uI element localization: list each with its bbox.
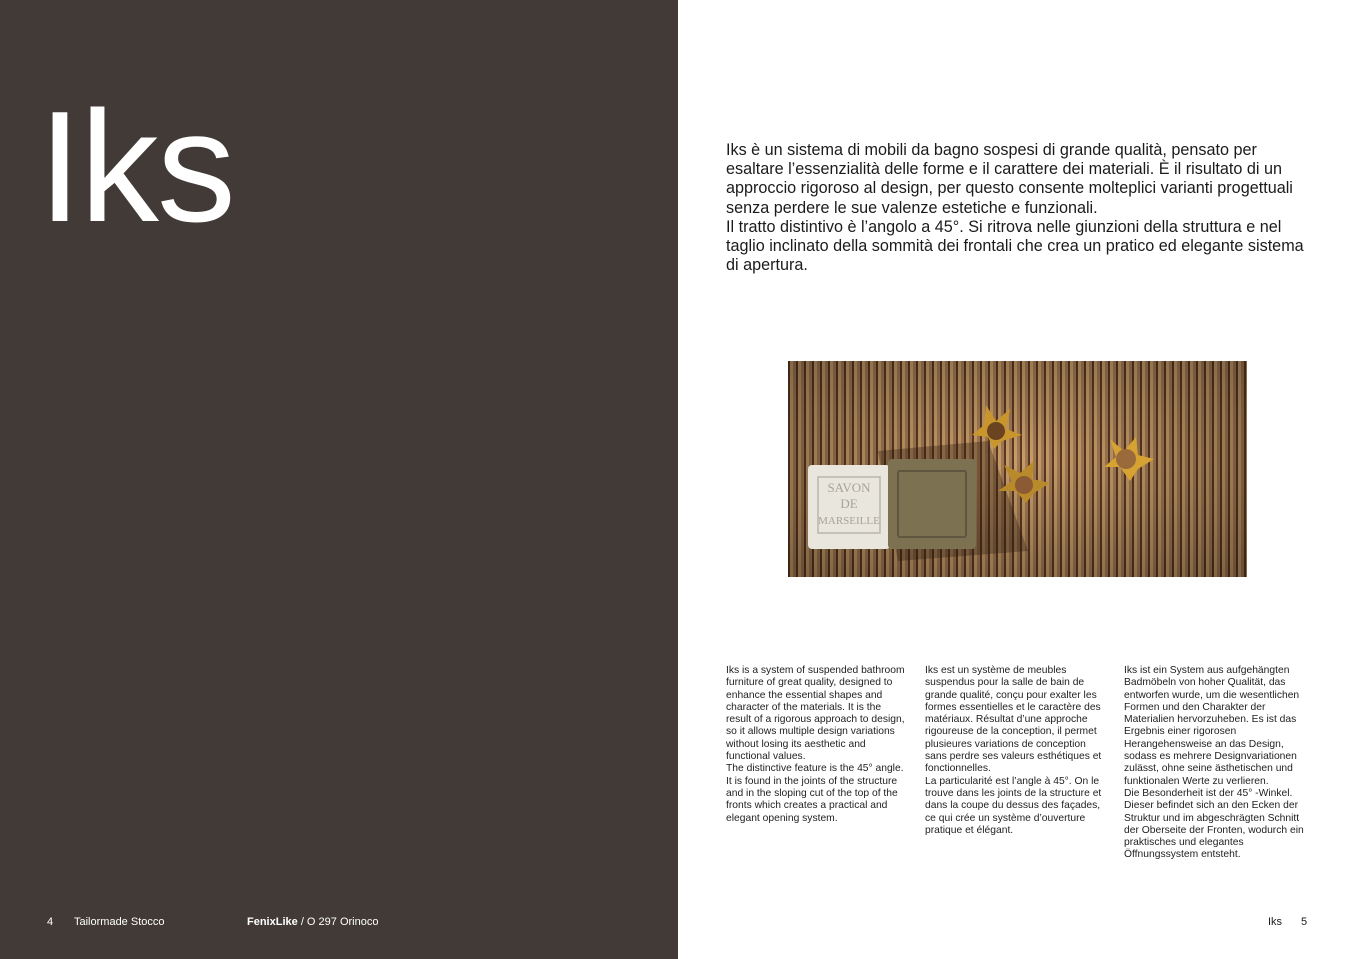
right-page [678,0,1356,959]
english-paragraph-2: The distinctive feature is the 45° angle. It is found in the joints of the structure and in the sloping cut of the top of the fronts which creates a practical and elegant opening system. [726,763,904,824]
soap-text-1: SAVON [827,480,871,495]
product-photo [788,361,1247,577]
french-paragraph-1: Iks est un système de meubles suspendus pour la salle de bain de grande qualité, conçu pour exalter les formes essentielles et le caractère des matériaux. Résultat d’une approche rigoureuse de la conception, il permet plusieures variations de conception sans perdre ses valeurs esthétiques et fonctionnelles. [925,665,1102,775]
french-paragraph-2: La particularité est l’angle à 45°. On le trouve dans les joints de la structure et dans la coupe du dessus des façades, ce qui crée un système d’ouverture pratique et élégant. [925,775,1102,836]
left-page-number: 4 [47,916,54,928]
soap-text-2: DE [840,496,858,511]
english-column [726,665,908,825]
intro-paragraph-1: Iks è un sistema di mobili da bagno sospesi di grande qualità, pensato per esaltare l’essenzialità delle forme e il carattere dei materiali. È il risultato di un approccio rigoroso al design, per questo consente molteplici varianti progettuali senza perdere le sue valenze estetiche e funzionali. [726,141,1293,217]
soap-cube [808,459,976,549]
english-paragraph-1: Iks is a system of suspended bathroom furniture of great quality, designed to enhance the essential shapes and character of the materials. It is the result of a rigorous approach to design, so it allows multiple design variations without losing its aesthetic and functional values. [726,665,905,763]
german-column [1124,665,1306,862]
german-paragraph-1: Iks ist ein System aus aufgehängten Badmöbeln von hoher Qualität, das entworfen wurde, um die wesentlichen Formen und den Charakter der Materialien hervorzuheben. Es ist das Ergebnis einer rigorosen Herangehensweise an das Design, sodass es mehrere Designvariationen zulässt, ohne seine ästhetischen und funktionalen Werte zu verlieren. [1124,665,1300,787]
brand-name: Tailormade Stocco [74,916,165,928]
french-column [925,665,1107,837]
finish-code: / O 297 Orinoco [300,916,379,928]
german-paragraph-2: Die Besonderheit ist der 45° -Winkel. Dieser befindet sich an den Ecken der Struktur und im abgeschrägten Schnitt der Oberseite der Fronten, wodurch ein praktisches und elegantes Öffnungssystem entsteht. [1124,787,1304,861]
page-title: Iks [38,79,234,255]
finish-name: FenixLike [247,916,298,928]
section-label: Iks [1268,916,1283,928]
intro-paragraph-2: Il tratto distintivo è l’angolo a 45°. Si ritrova nelle giunzioni della struttura e nel taglio inclinato della sommità dei frontali che crea un pratico ed elegante sistema di apertura. [726,217,1304,275]
finish-caption [247,916,378,928]
intro-text [726,141,1316,275]
right-page-number: 5 [1301,916,1308,928]
soap-text-3: MARSEILLE [818,515,880,527]
